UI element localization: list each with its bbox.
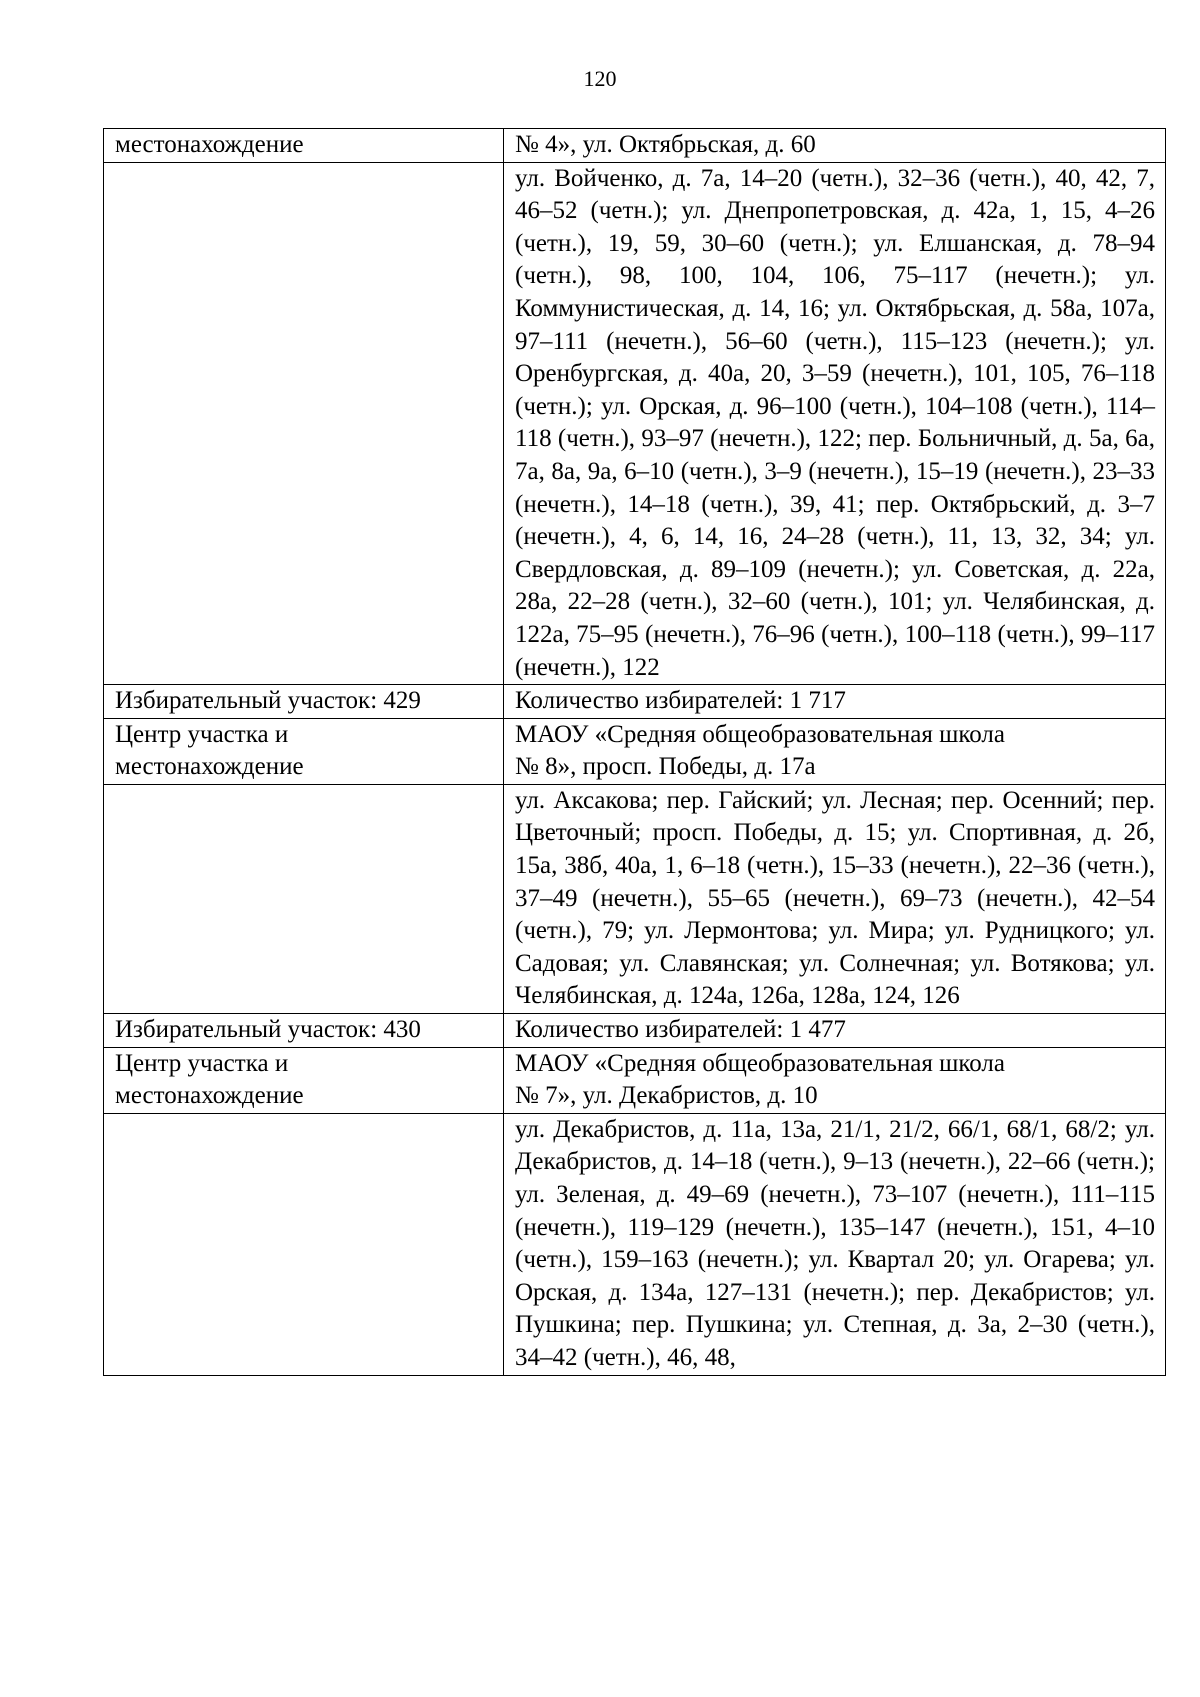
table-row [104,162,1166,685]
voter-count: Количество избирателей: 1 477 [515,1016,846,1044]
voter-count-cell [504,1014,1166,1048]
location-value-line: № 4», ул. Октябрьская, д. 60 [515,131,816,158]
location-label-line: Центр участка и [115,720,289,748]
location-value-cell [504,129,1166,163]
table-row [104,1014,1166,1048]
location-label-line: Центр участка и [115,1049,289,1077]
precinct-table [103,128,1166,1376]
precinct-number: Избирательный участок: 430 [115,1016,421,1044]
location-label-line: местонахождение [115,1082,304,1110]
location-value-cell [504,718,1166,784]
location-label-cell [104,1047,504,1113]
location-value-cell [504,1047,1166,1113]
table-row [104,685,1166,719]
page-number: 120 [583,66,617,91]
location-value-line: МАОУ «Средняя общеобразовательная школа [515,1049,1005,1077]
location-value-line: МАОУ «Средняя общеобразовательная школа [515,720,1005,748]
table-row [104,1113,1166,1375]
table-row [104,1047,1166,1113]
location-label-cell [104,129,504,163]
location-label-line: местонахождение [115,753,304,781]
streets-cell: ул. Декабристов, д. 11а, 13а, 21/1, 21/2, 66/1, 68/1, 68/2; ул. Декабристов, д. 14–18 (четн.), 9–13 (нечетн.), 22–66 (четн.); ул. Зеленая, д. 49–69 (нечетн.), 73–107 (нечетн.), 111–115 (нечетн.), 119–129 (нечетн.), 135–147 (нечетн.), 151, 4–10 (четн.), 159–163 (нечетн.); ул. Квартал 20; ул. Огарева; ул. Орская, д. 134а, 127–131 (нечетн.); пер. Декабристов; ул. Пушкина; пер. Пушкина; ул. Степная, д. 3а, 2–30 (четн.), 34–42 (четн.), 46, 48, [504,1113,1166,1375]
voter-count-cell [504,685,1166,719]
location-value-line: № 8», просп. Победы, д. 17а [515,753,816,781]
precinct-number: Избирательный участок: 429 [115,687,421,715]
location-value-line: № 7», ул. Декабристов, д. 10 [515,1082,818,1110]
table-row [104,718,1166,784]
voter-count: Количество избирателей: 1 717 [515,687,846,715]
table-row [104,129,1166,163]
precinct-label-cell [104,685,504,719]
empty-cell [104,1113,504,1375]
streets-cell: ул. Войченко, д. 7а, 14–20 (четн.), 32–36 (четн.), 40, 42, 7, 46–52 (четн.); ул. Днепропетровская, д. 42а, 1, 15, 4–26 (четн.), 19, 59, 30–60 (четн.); ул. Елшанская, д. 78–94 (четн.), 98, 100, 104, 106, 75–117 (нечетн.); ул. Коммунистическая, д. 14, 16; ул. Октябрьская, д. 58а, 107а, 97–111 (нечетн.), 56–60 (четн.), 115–123 (нечетн.); ул. Оренбургская, д. 40а, 20, 3–59 (нечетн.), 101, 105, 76–118 (четн.); ул. Орская, д. 96–100 (четн.), 104–108 (четн.), 114–118 (четн.), 93–97 (нечетн.), 122; пер. Больничный, д. 5а, 6а, 7а, 8а, 9а, 6–10 (четн.), 3–9 (нечетн.), 15–19 (нечетн.), 23–33 (нечетн.), 14–18 (четн.), 39, 41; пер. Октябрьский, д. 3–7 (нечетн.), 4, 6, 14, 16, 24–28 (четн.), 11, 13, 32, 34; ул. Свердловская, д. 89–109 (нечетн.); ул. Советская, д. 22а, 28а, 22–28 (четн.), 32–60 (четн.), 101; ул. Челябинская, д. 122а, 75–95 (нечетн.), 76–96 (четн.), 100–118 (четн.), 99–117 (нечетн.), 122 [504,162,1166,685]
location-label-cell [104,718,504,784]
empty-cell [104,784,504,1013]
empty-cell [104,162,504,685]
location-label-line: местонахождение [115,131,304,158]
precinct-label-cell [104,1014,504,1048]
streets-cell: ул. Аксакова; пер. Гайский; ул. Лесная; пер. Осенний; пер. Цветочный; просп. Победы, д. 15; ул. Спортивная, д. 2б, 15а, 38б, 40а, 1, 6–18 (четн.), 15–33 (нечетн.), 22–36 (четн.), 37–49 (нечетн.), 55–65 (нечетн.), 69–73 (нечетн.), 42–54 (четн.), 79; ул. Лермонтова; ул. Мира; ул. Рудницкого; ул. Садовая; ул. Славянская; ул. Солнечная; ул. Вотякова; ул. Челябинская, д. 124а, 126а, 128а, 124, 126 [504,784,1166,1013]
table-row [104,784,1166,1013]
